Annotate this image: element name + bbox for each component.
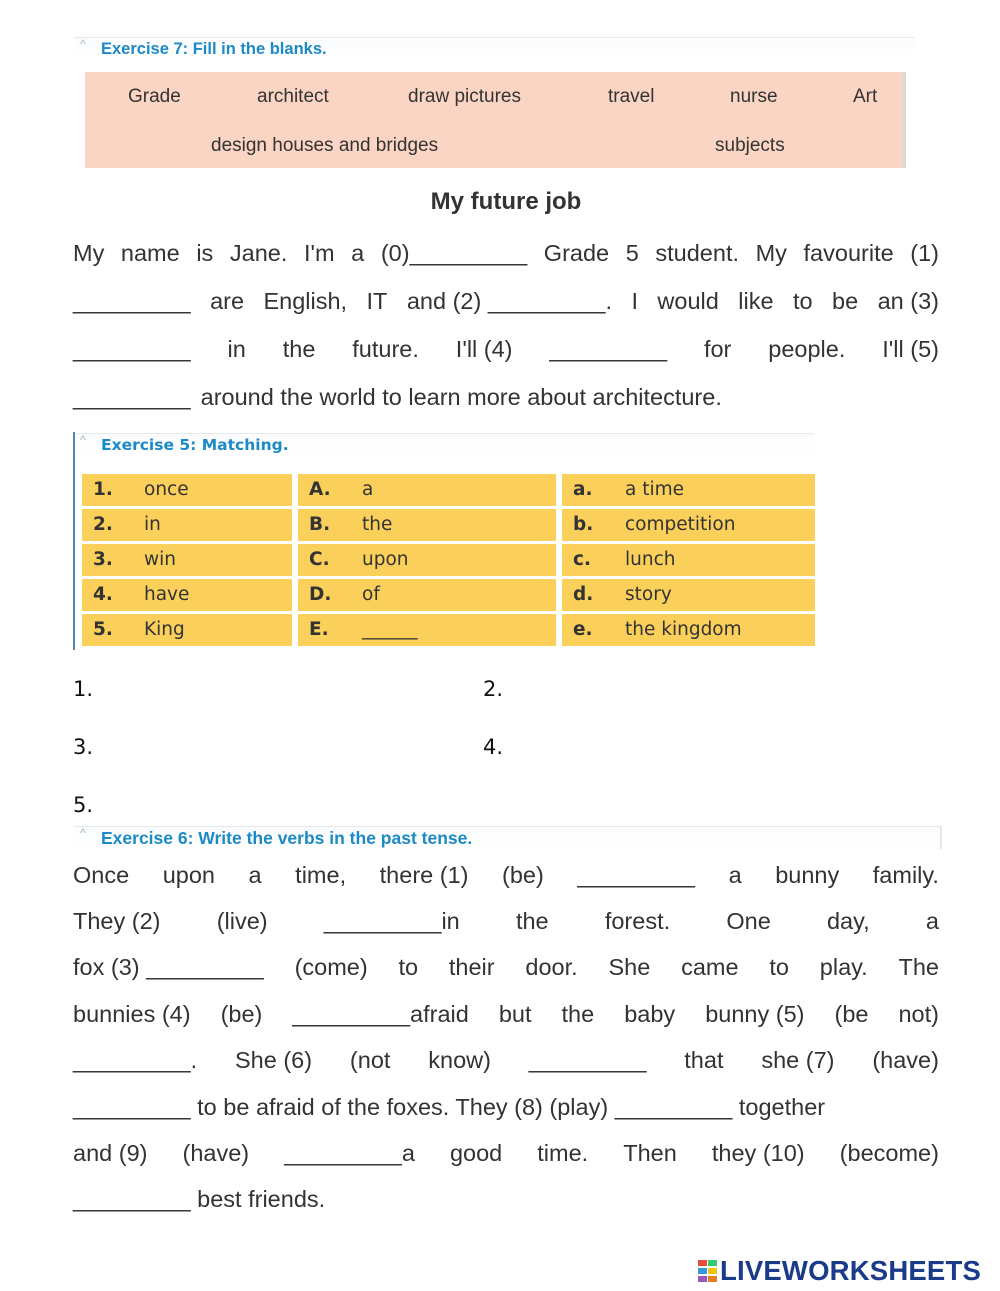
matching-key: b. xyxy=(573,514,594,535)
matching-key: d. xyxy=(573,584,594,605)
story-word: English, xyxy=(263,288,348,314)
answer-label: 4. xyxy=(483,735,504,759)
story-word: _________ xyxy=(73,384,191,410)
matching-key: E. xyxy=(309,619,329,640)
exercise6-word: good xyxy=(449,1140,503,1166)
matching-key: a. xyxy=(573,479,593,500)
matching-cell xyxy=(82,474,292,506)
exercise6-word: know) xyxy=(428,1047,491,1073)
story-word: student. xyxy=(655,240,740,266)
story-word: I xyxy=(631,288,638,314)
matching-value: story xyxy=(625,584,672,605)
word-bank-item: design houses and bridges xyxy=(211,135,439,156)
matching-key: 3. xyxy=(93,549,113,570)
exercise6-word: _________a xyxy=(284,1140,415,1166)
exercise6-word: time. xyxy=(537,1140,589,1166)
story-word: I'll (5) xyxy=(882,336,939,362)
exercise6-word: they (10) xyxy=(711,1140,805,1166)
word-bank-item: architect xyxy=(257,86,329,107)
exercise6-word: family. xyxy=(872,862,939,888)
story-word: _________ xyxy=(73,336,191,362)
matching-value: once xyxy=(144,479,189,500)
exercise6-word: (become) xyxy=(839,1140,939,1166)
exercise6-word: play. xyxy=(819,954,868,980)
matching-value: win xyxy=(144,549,176,570)
exercise6-line xyxy=(73,952,939,982)
matching-table xyxy=(73,432,815,650)
story-word: around the world to learn more about architecture. xyxy=(200,384,722,410)
matching-value: the xyxy=(362,514,393,535)
exercise6-word: She xyxy=(608,954,651,980)
exercise6-word: a xyxy=(925,908,939,934)
matching-cell xyxy=(298,474,556,506)
story-title: My future job xyxy=(430,188,582,215)
story-word: Grade xyxy=(543,240,610,266)
exercise6-line xyxy=(73,999,939,1029)
exercise6-word: Then xyxy=(623,1140,677,1166)
story-word: name xyxy=(120,240,180,266)
matching-value: of xyxy=(362,584,380,605)
story-word: a xyxy=(351,240,365,266)
matching-cell xyxy=(562,579,815,611)
exercise6-word: _________afraid xyxy=(292,1001,469,1027)
exercise6-word: _________ to be afraid of the foxes. They (8) (play) _________ together xyxy=(73,1094,826,1120)
story-word: (1) xyxy=(910,240,939,266)
matching-value: upon xyxy=(362,549,409,570)
exercise5-title: Exercise 5: Matching. xyxy=(101,436,289,454)
collapse-caret-icon: ^ xyxy=(80,433,86,447)
matching-cell xyxy=(298,614,556,646)
story-word: Jane. xyxy=(229,240,288,266)
story-word: (0)_________ xyxy=(380,240,528,266)
exercise6-word: day, xyxy=(826,908,870,934)
matching-key: e. xyxy=(573,619,593,640)
exercise6-word: (live) xyxy=(216,908,268,934)
exercise6-word: a xyxy=(728,862,742,888)
story-word: _________ xyxy=(73,288,191,314)
story-word: future. xyxy=(352,336,419,362)
exercise6-line xyxy=(73,1138,939,1168)
exercise6-word: She (6) xyxy=(235,1047,313,1073)
collapse-caret-icon: ^ xyxy=(80,37,86,51)
word-bank-item: nurse xyxy=(730,86,778,107)
matching-key: c. xyxy=(573,549,591,570)
exercise6-word: to xyxy=(769,954,789,980)
word-bank-item: travel xyxy=(608,86,655,107)
logo-tile xyxy=(708,1260,717,1266)
exercise6-word: bunny xyxy=(775,862,840,888)
matching-key: 2. xyxy=(93,514,113,535)
matching-key: 5. xyxy=(93,619,113,640)
exercise6-title: Exercise 6: Write the verbs in the past tense. xyxy=(101,828,473,848)
story-word: people. xyxy=(768,336,846,362)
story-word: is xyxy=(196,240,214,266)
exercise6-word: their xyxy=(448,954,495,980)
matching-cell xyxy=(82,509,292,541)
matching-cell xyxy=(298,579,556,611)
answer-label: 3. xyxy=(73,735,94,759)
logo-tile xyxy=(698,1260,707,1266)
exercise6-word: she (7) xyxy=(761,1047,835,1073)
table-border xyxy=(73,432,75,650)
story-word: the xyxy=(282,336,316,362)
exercise6-word: not) xyxy=(898,1001,939,1027)
exercise6-word: _________in xyxy=(323,908,460,934)
exercise6-word: bunnies (4) xyxy=(73,1001,191,1027)
matching-value: King xyxy=(144,619,185,640)
story-word: would xyxy=(657,288,719,314)
exercise6-word: (be xyxy=(834,1001,869,1027)
story-word: _________ xyxy=(549,336,668,362)
exercise6-word: (have) xyxy=(872,1047,939,1073)
matching-value: a time xyxy=(625,479,685,500)
story-line xyxy=(73,286,939,316)
exercise6-word: but xyxy=(498,1001,532,1027)
exercise6-word: The xyxy=(898,954,939,980)
exercise6-line xyxy=(73,1045,939,1075)
exercise6-word: (be) xyxy=(220,1001,263,1027)
exercise6-word: forest. xyxy=(604,908,671,934)
matching-cell xyxy=(82,614,292,646)
exercise7-title: Exercise 7: Fill in the blanks. xyxy=(101,40,327,58)
exercise6-word: fox (3) _________ xyxy=(73,954,264,980)
exercise6-word: to xyxy=(398,954,419,980)
matching-cell xyxy=(562,509,815,541)
answer-label: 5. xyxy=(73,793,94,817)
exercise6-word: and (9) xyxy=(73,1140,148,1166)
matching-cell xyxy=(562,544,815,576)
matching-key: 1. xyxy=(93,479,113,500)
matching-value: the kingdom xyxy=(625,619,742,640)
exercise6-word: _________ xyxy=(577,862,696,888)
exercise6-word: there (1) xyxy=(379,862,469,888)
exercise6-word: (come) xyxy=(294,954,368,980)
exercise6-line xyxy=(73,860,939,890)
matching-cell xyxy=(82,544,292,576)
matching-value: ______ xyxy=(362,619,418,640)
story-word: I'll (4) xyxy=(455,336,513,362)
story-word: IT xyxy=(366,288,388,314)
exercise6-word: _________. xyxy=(73,1047,198,1073)
logo-tile xyxy=(708,1268,717,1274)
exercise6-word: the xyxy=(561,1001,595,1027)
exercise6-word: Once xyxy=(73,862,130,888)
matching-value: have xyxy=(144,584,190,605)
word-bank-item: draw pictures xyxy=(408,86,521,107)
exercise7-header xyxy=(74,37,914,60)
answer-label: 2. xyxy=(483,677,504,701)
exercise6-word: (not xyxy=(349,1047,391,1073)
word-bank-item: subjects xyxy=(715,135,785,156)
liveworksheets-logo: LIVEWORKSHEETS xyxy=(698,1254,981,1288)
exercise6-word: upon xyxy=(162,862,215,888)
matching-key: 4. xyxy=(93,584,113,605)
matching-cell xyxy=(298,509,556,541)
story-line xyxy=(73,382,939,412)
logo-tile xyxy=(698,1276,707,1282)
story-word: I'm xyxy=(303,240,335,266)
story-word: to xyxy=(792,288,813,314)
story-word: are xyxy=(210,288,245,314)
word-bank-item: Art xyxy=(853,86,878,107)
matching-value: lunch xyxy=(625,549,676,570)
exercise6-line xyxy=(73,1092,939,1122)
matching-cell xyxy=(82,579,292,611)
exercise6-line xyxy=(73,1184,939,1214)
exercise6-word: One xyxy=(726,908,771,934)
logo-tile xyxy=(698,1268,707,1274)
exercise6-word: came xyxy=(681,954,739,980)
exercise6-word: door. xyxy=(525,954,578,980)
matching-cell xyxy=(562,614,815,646)
exercise6-word: that xyxy=(684,1047,724,1073)
matching-value: in xyxy=(144,514,161,535)
story-word: 5 xyxy=(625,240,639,266)
exercise6-word: baby xyxy=(624,1001,676,1027)
collapse-caret-icon: ^ xyxy=(80,826,86,840)
story-word: be xyxy=(832,288,859,314)
logo-grid-icon xyxy=(698,1260,718,1282)
exercise6-word: (have) xyxy=(182,1140,250,1166)
matching-key: B. xyxy=(309,514,331,535)
exercise6-word: They (2) xyxy=(73,908,161,934)
exercise6-line xyxy=(73,906,939,936)
exercise6-header xyxy=(74,826,942,849)
story-word: favourite xyxy=(803,240,894,266)
word-bank-item: Grade xyxy=(128,86,181,107)
story-word: an (3) xyxy=(877,288,939,314)
matching-key: D. xyxy=(309,584,332,605)
story-word: My xyxy=(755,240,787,266)
exercise6-word: the xyxy=(515,908,549,934)
matching-value: competition xyxy=(625,514,736,535)
exercise6-word: a xyxy=(248,862,262,888)
story-word: like xyxy=(738,288,774,314)
matching-key: A. xyxy=(309,479,331,500)
exercise6-word: time, xyxy=(295,862,347,888)
matching-cell xyxy=(298,544,556,576)
story-word: My xyxy=(73,240,105,266)
answer-label: 1. xyxy=(73,677,94,701)
exercise6-word: _________ best friends. xyxy=(73,1186,326,1212)
exercise6-word: _________ xyxy=(528,1047,647,1073)
logo-tile xyxy=(708,1276,717,1282)
story-word: in xyxy=(227,336,246,362)
story-word: and (2) _________. xyxy=(406,288,613,314)
story-word: for xyxy=(703,336,732,362)
exercise6-word: bunny (5) xyxy=(705,1001,805,1027)
matching-cell xyxy=(562,474,815,506)
story-line xyxy=(73,334,939,364)
word-bank xyxy=(85,72,906,168)
exercise6-word: (be) xyxy=(502,862,544,888)
story-line xyxy=(73,238,939,268)
matching-key: C. xyxy=(309,549,330,570)
matching-value: a xyxy=(362,479,374,500)
